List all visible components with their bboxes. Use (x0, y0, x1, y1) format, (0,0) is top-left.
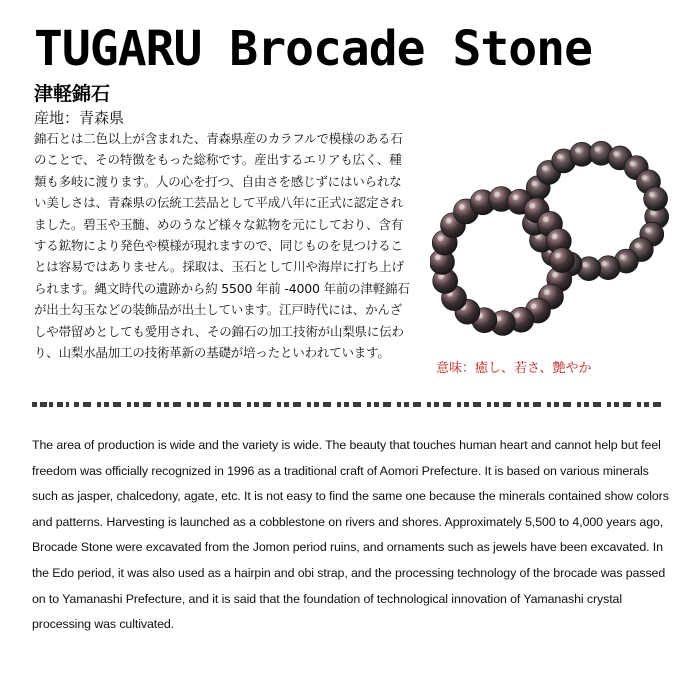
bead-highlight (542, 166, 547, 171)
english-description: The area of production is wide and the variety is wide. The beauty that touches human heart and cannot help but feel freedom was officially recognized in 1996 as a traditional craft of Aomori Prefecture. It is based on various minerals such as jasper, chalcedony, agate, etc. It is not easy to find the same one because the minerals contained show colors and patterns. Harvesting is launched as a cobblestone on rivers and shores. Approximately 5,500 to 4,000 years ago, Brocade Stone were excavated from the Jomon period ruins, and ornaments such as jewels have been excavated. In the Edo period, it was also used as a hairpin and obi strap, and the processing technology of the brocade was passed on to Yamanashi Prefecture, and it is said that the foundation of technological innovation of Yamanashi crystal processing was cultivated. (32, 438, 669, 632)
bead-highlight (531, 181, 536, 186)
bead-highlight (531, 304, 537, 310)
bead-highlight (645, 228, 650, 233)
meaning-label: 意味：癒し、若さ、艶やか (436, 361, 592, 376)
bead-highlight (601, 261, 606, 266)
bead-highlight (552, 272, 558, 278)
origin-label: 産地：青森県 (34, 109, 125, 127)
bead-highlight (438, 236, 444, 242)
bead-highlight (552, 234, 558, 240)
bead-highlight (649, 192, 654, 197)
bead-highlight (513, 195, 519, 201)
bead-highlight (620, 254, 625, 259)
bead-highlight (459, 204, 465, 210)
bead-highlight (555, 253, 561, 259)
bead-highlight (494, 192, 500, 198)
bead-highlight (446, 218, 452, 224)
bead-highlight (529, 203, 535, 209)
bead-highlight (642, 175, 647, 180)
bead-highlight (544, 290, 550, 296)
bead (644, 187, 668, 211)
bead-highlight (476, 195, 482, 201)
clipped-text-strip (30, 402, 670, 411)
bracelet-image (430, 136, 670, 351)
bead-highlight (594, 147, 599, 152)
page-title: TUGARU Brocade Stone (34, 21, 592, 77)
bead-highlight (582, 262, 587, 267)
japanese-name: 津軽錦石 (34, 83, 111, 105)
bead-highlight (575, 148, 580, 153)
bead (550, 248, 575, 273)
japanese-description: 錦石とは二色以上が含まれた、青森県産のカラフルで模様のある石のことで、その特徴をもった総称です。産出するエリアも広く、種類も多岐に渡ります。人の心を打つ、自由さを感じずにはいられない美しさは、青森県の伝統工芸品として平成八年に正式に認定されました。碧玉や玉髄、めのうなど様々な鉱物を元にしており、含有する鉱物により発色や模様が現れますので、同じものを見つけることは容易ではありません。採取は、玉石として川や海岸に打ち上げられます。縄文時代の遺跡から約 5500 年前 -4000 年前の津軽錦石が出土勾玉などの装飾品が出土しています。江戸時代には、かんざしや帯留めとしても愛用され、その錦石の加工技術が山梨県に伝わり、山梨水晶加工の技術革新の基礎が培ったといわれています。 (34, 131, 410, 361)
bead-highlight (635, 243, 640, 248)
bead-highlight (557, 154, 562, 159)
bracelet-photo (430, 136, 670, 351)
bead-highlight (514, 313, 520, 319)
bead-highlight (543, 217, 549, 223)
bead-highlight (630, 161, 635, 166)
bead-highlight (613, 151, 618, 156)
bead-highlight (435, 255, 441, 261)
